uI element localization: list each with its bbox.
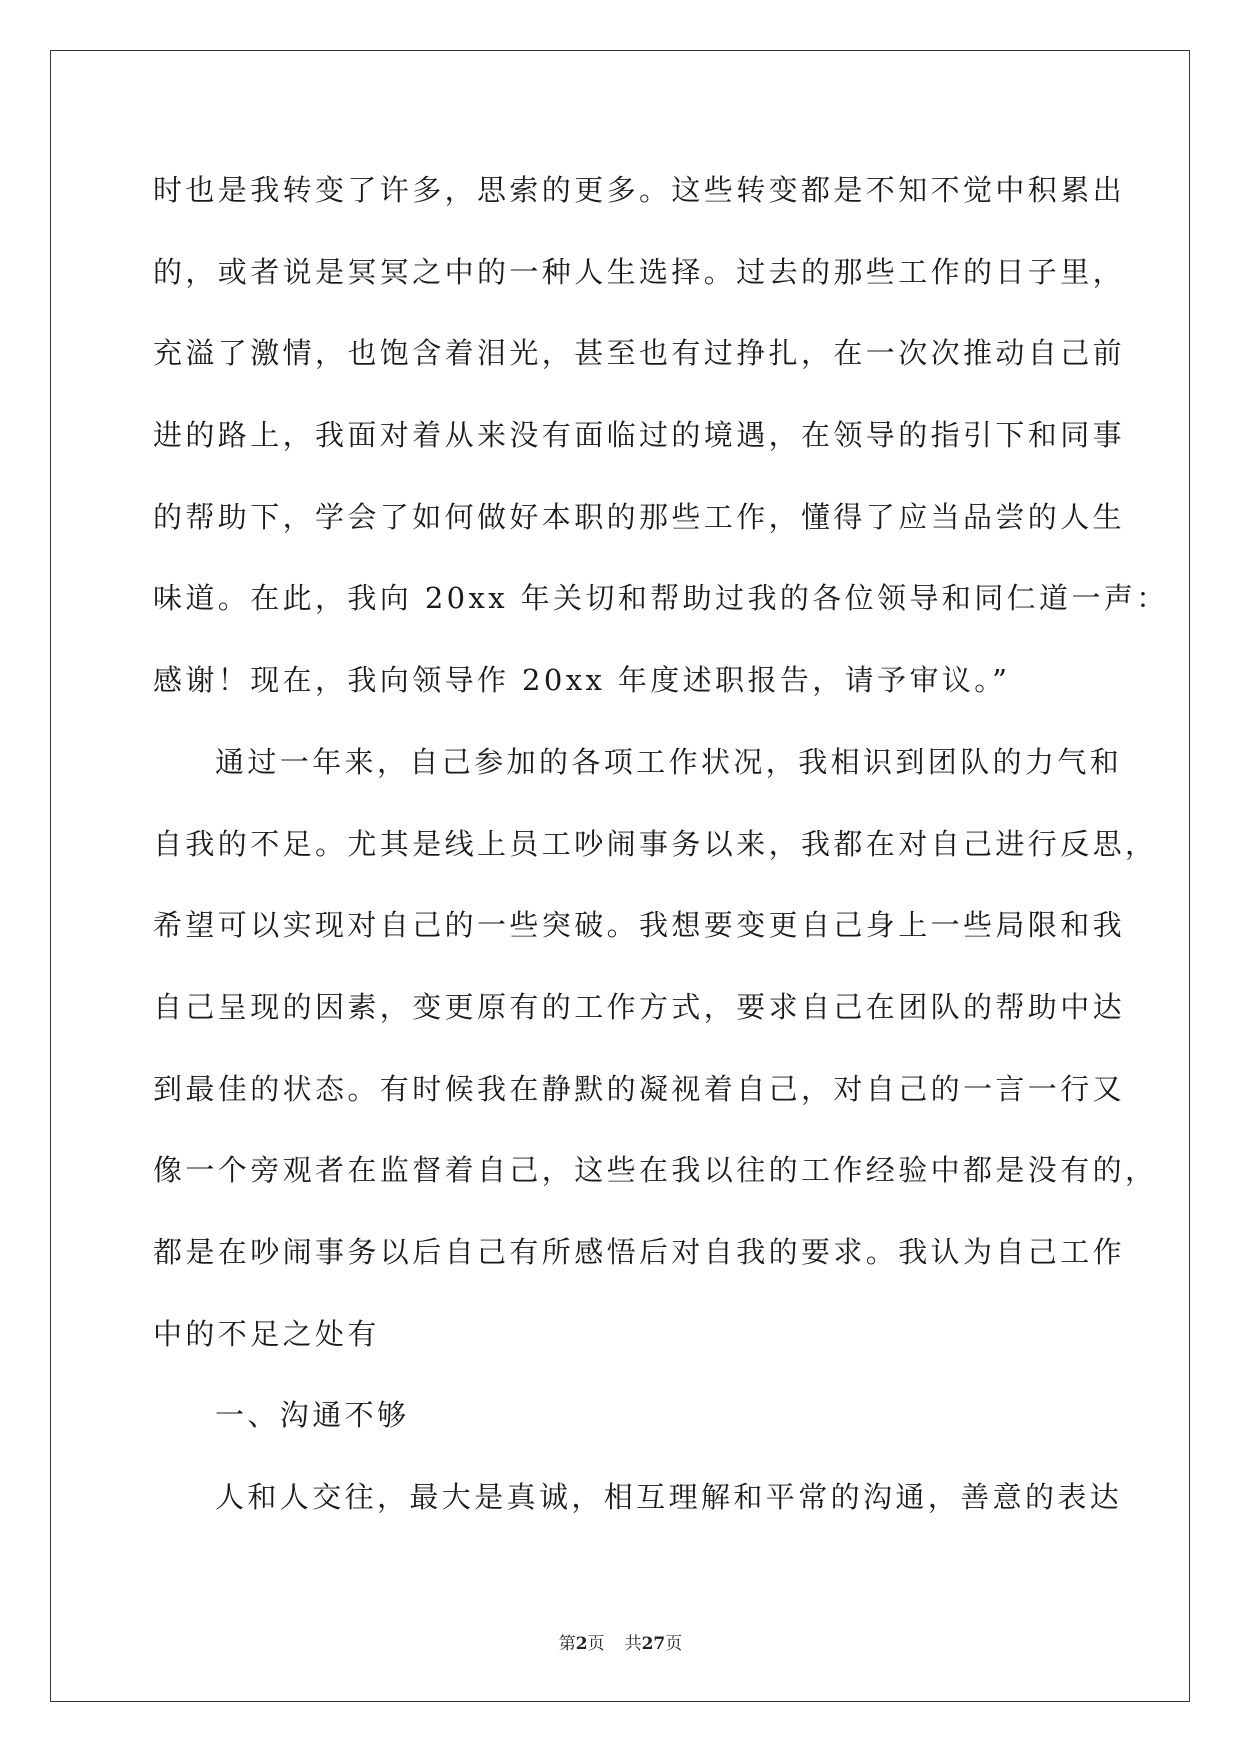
- page-prefix: 第: [558, 1634, 576, 1654]
- page-suffix: 页: [587, 1634, 605, 1654]
- text-line: 味道。在此，我向 20xx 年关切和帮助过我的各位领导和同仁道一声：: [153, 581, 1169, 616]
- total-suffix: 页: [665, 1634, 683, 1654]
- text-line: 中的不足之处有: [153, 1316, 380, 1351]
- text-line: 时也是我转变了许多，思索的更多。这些转变都是不知不觉中积累出: [153, 173, 1126, 207]
- page-footer: [0, 1629, 1241, 1654]
- paragraph-start-line: 人和人交往，最大是真诚，相互理解和平常的沟通，善意的表达: [215, 1480, 1123, 1514]
- text-line: 都是在吵闹事务以后自己有所感悟后对自我的要求。我认为自己工作: [153, 1234, 1126, 1269]
- text-line: 到最佳的状态。有时候我在静默的凝视着自己，对自己的一言一行又: [153, 1071, 1126, 1106]
- text-line: 自我的不足。尤其是线上员工吵闹事务以来，我都在对自己进行反思，: [153, 826, 1158, 861]
- text-line: 的帮助下，学会了如何做好本职的那些工作，懂得了应当品尝的人生: [153, 499, 1126, 534]
- document-body: [153, 160, 1169, 1549]
- text-line: 像一个旁观者在监督着自己，这些在我以往的工作经验中都是没有的，: [153, 1153, 1158, 1188]
- text-line: 进的路上，我面对着从来没有面临过的境遇，在领导的指引下和同事: [153, 418, 1126, 453]
- text-line: 感谢！现在，我向领导作 20xx 年度述职报告，请予审议。”: [153, 663, 1011, 698]
- text-line: 自己呈现的因素，变更原有的工作方式，要求自己在团队的帮助中达: [153, 989, 1126, 1024]
- section-heading: 一、沟通不够: [215, 1398, 410, 1433]
- total-prefix: 共: [624, 1634, 642, 1654]
- text-line: 的，或者说是冥冥之中的一种人生选择。过去的那些工作的日子里，: [153, 254, 1126, 289]
- total-page-count: 27: [641, 1634, 666, 1654]
- text-line: 希望可以实现对自己的一些突破。我想要变更自己身上一些局限和我: [153, 908, 1126, 943]
- paragraph-start-line: 通过一年来，自己参加的各项工作状况，我相识到团队的力气和: [215, 744, 1123, 779]
- text-line: 充溢了激情，也饱含着泪光，甚至也有过挣扎，在一次次推动自己前: [153, 336, 1126, 371]
- current-page-number: 2: [575, 1634, 588, 1654]
